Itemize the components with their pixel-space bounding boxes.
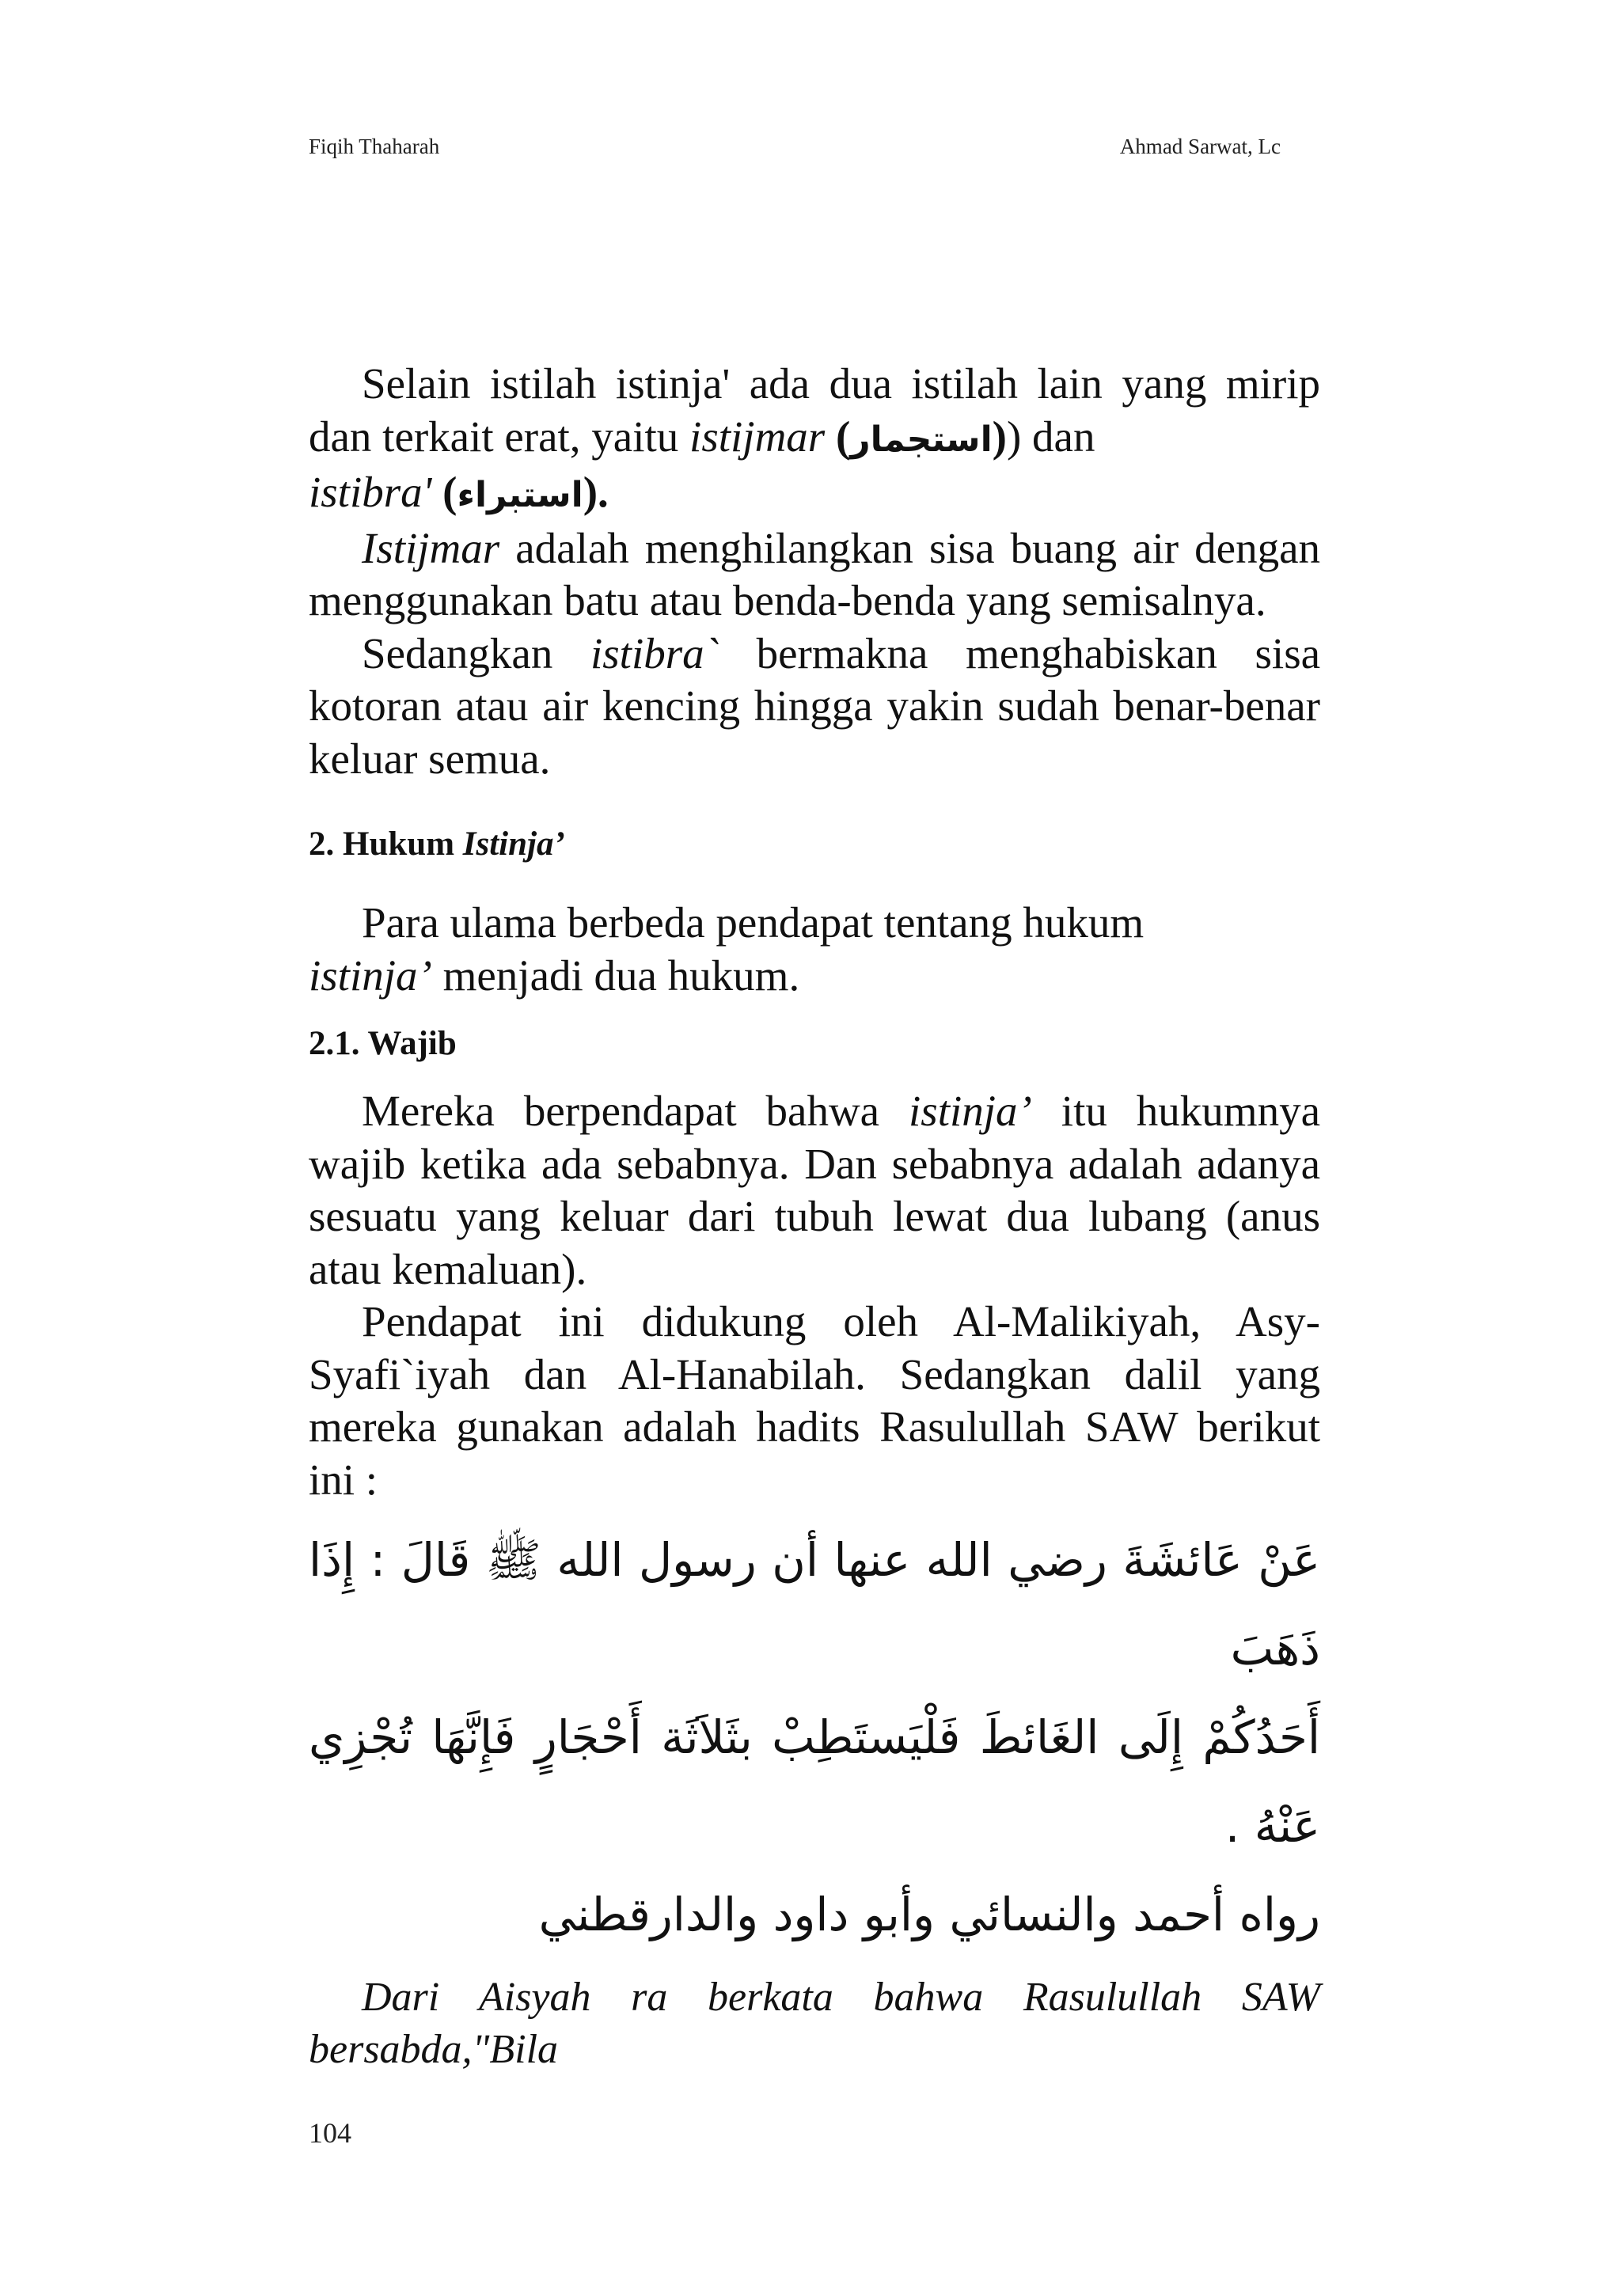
term-istinja: istinja’ xyxy=(909,1087,1032,1135)
heading-text: 2.1. Wajib xyxy=(309,1025,457,1062)
heading-term: Istinja’ xyxy=(462,825,565,863)
paragraph-pendapat xyxy=(309,1296,1320,1506)
paragraph-istilah xyxy=(309,358,1320,522)
subsection-heading-wajib xyxy=(309,1024,1320,1063)
paragraph-istibra xyxy=(309,628,1320,786)
term-istibra: istibra' xyxy=(309,468,432,516)
header-author: Ahmad Sarwat, Lc xyxy=(1119,135,1281,158)
term-istijmar: Istijmar xyxy=(362,523,500,572)
hadith-line-2: أَحَدُكُمْ إِلَى الغَائطَ فَلْيَستَطِبْ بثَلاَثَة أَحْجَارٍ فَإِنَّهَا تُجْزِي عَنْهُ . xyxy=(309,1710,1320,1853)
section-heading-hukum xyxy=(309,825,1320,863)
text: Selain istilah istinja' ada dua istilah lain yang mirip dan terkait erat, yaitu xyxy=(309,359,1320,461)
hadith-translation: Dari Aisyah ra berkata bahwa Rasulullah SAW bersabda,"Bila xyxy=(309,1975,1320,2072)
hadith-narrators: رواه أحمد والنسائي وأبو داود والدارقطني xyxy=(538,1888,1320,1941)
paragraph-istijmar xyxy=(309,522,1320,628)
text: itu hukumnya wajib ketika ada sebabnya. Dan sebabnya adalah adanya sesuatu yang keluar dari tubuh lewat dua lubang (anus atau kemaluan). xyxy=(309,1087,1320,1293)
text: Mereka berpendapat bahwa xyxy=(362,1087,909,1135)
text: ) dan xyxy=(1006,412,1095,461)
arabic-istibra: استبراء xyxy=(457,475,583,515)
text: adalah menghilangkan sisa buang air dengan menggunakan batu atau benda-benda yang semisalnya. xyxy=(309,523,1320,624)
term-istijmar: istijmar xyxy=(689,412,826,461)
text: ) xyxy=(992,412,1007,461)
arabic-istijmar: استجمار xyxy=(850,419,993,460)
term-istibra: istibra` xyxy=(590,628,719,677)
text: Para ulama berbeda pendapat tentang hukum xyxy=(362,898,1145,947)
term-istinja: istinja’ xyxy=(309,951,432,1000)
paren: ( xyxy=(431,468,457,516)
hadith-line-1: عَنْ عَائشَةَ رضي الله عنها أن رسول الله ﷺ قَالَ : إِذَا ذَهَبَ xyxy=(309,1533,1320,1676)
paragraph-ulama xyxy=(309,897,1320,1002)
paren-close: ). xyxy=(583,468,609,516)
text: menjadi dua hukum. xyxy=(431,951,800,1000)
heading-text: 2. Hukum xyxy=(309,825,463,863)
paren: ( xyxy=(825,412,851,461)
header-book-title: Fiqih Thaharah xyxy=(309,135,440,158)
hadith-arabic xyxy=(309,1516,1320,1959)
text: Sedangkan xyxy=(362,628,590,677)
paragraph-wajib xyxy=(309,1085,1320,1296)
text: Pendapat ini didukung oleh Al-Malikiyah, Asy-Syafi`iyah dan Al-Hanabilah. Sedangkan dalil yang mereka gunakan adalah hadits Rasulullah SAW berikut ini : xyxy=(309,1297,1320,1504)
text: bermakna menghabiskan sisa kotoran atau air kencing hingga yakin sudah benar-benar keluar semua. xyxy=(309,628,1321,783)
page-number: 104 xyxy=(309,2117,351,2149)
running-header xyxy=(309,135,1281,159)
main-content xyxy=(309,358,1320,2076)
